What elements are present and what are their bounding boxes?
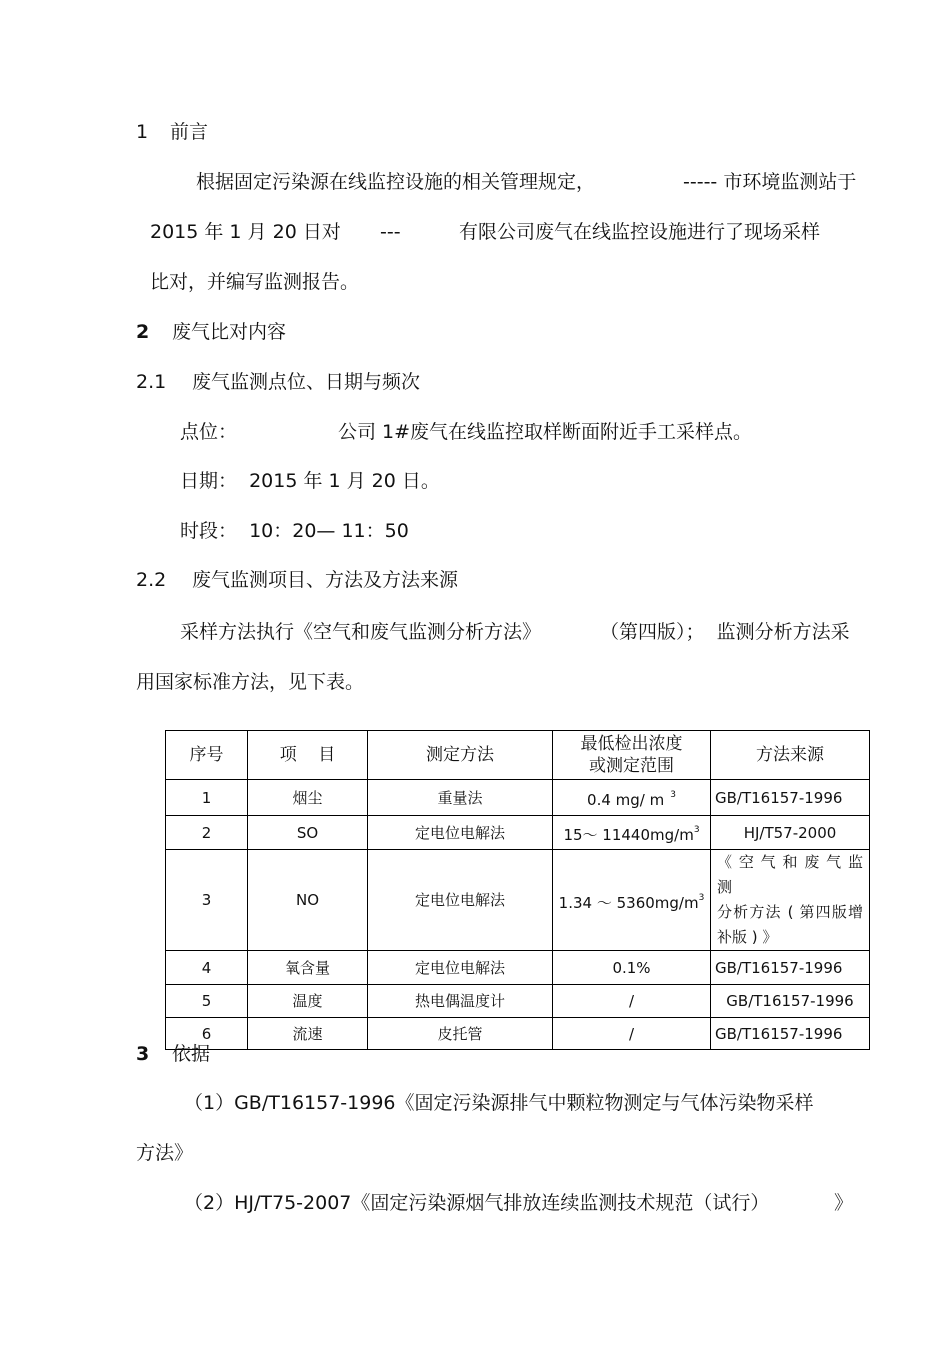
- cell-no: 2: [166, 816, 248, 850]
- cell-limit-sup: 3: [670, 790, 676, 800]
- cell-no: 6: [166, 1018, 248, 1050]
- intro-line-3: 比对，并编写监测报告。: [150, 271, 360, 293]
- cell-no: 5: [166, 985, 248, 1018]
- section-2-2-number: 2.2: [136, 569, 167, 591]
- table-row: [166, 816, 870, 850]
- intro-line-2b: ---: [380, 221, 401, 243]
- cell-item: 氧含量: [248, 951, 368, 985]
- cell-no: 4: [166, 951, 248, 985]
- basis-item-1b: 方法》: [136, 1142, 194, 1164]
- intro-line-2c: 有限公司废气在线监控设施进行了现场采样: [459, 221, 821, 243]
- cell-method: 热电偶温度计: [368, 985, 553, 1018]
- cell-limit: [553, 780, 711, 816]
- cell-method: 定电位电解法: [368, 816, 553, 850]
- site-value: 公司 1#废气在线监控取样断面附近手工采样点。: [338, 421, 753, 443]
- cell-limit: [553, 850, 711, 951]
- cell-limit-value: 1.34 ～ 5360mg/m: [558, 893, 699, 912]
- header-limit-line-2: 或测定范围: [589, 756, 674, 776]
- section-1-number: 1: [136, 121, 149, 143]
- table-row: [166, 780, 870, 816]
- basis-item-2b: 》: [834, 1192, 854, 1214]
- cell-source-line-2: 分析方法 ( 第四版增: [717, 903, 863, 921]
- cell-limit-sup: 3: [693, 825, 700, 835]
- cell-limit-sup: 3: [698, 892, 705, 903]
- cell-limit-value: 15～ 11440mg/m: [563, 826, 694, 844]
- cell-source: GB/T16157-1996: [711, 780, 870, 816]
- cell-item: 温度: [248, 985, 368, 1018]
- site-label: 点位：: [180, 421, 238, 443]
- table-row: [166, 1018, 870, 1050]
- cell-source: [711, 850, 870, 951]
- cell-item: SO: [248, 816, 368, 850]
- table-header-row: [166, 731, 870, 780]
- table-row: [166, 951, 870, 985]
- table-row: [166, 850, 870, 951]
- cell-limit-value: 0.4 mg/ m: [587, 791, 665, 809]
- section-2-title: 废气比对内容: [172, 321, 287, 343]
- cell-method: 重量法: [368, 780, 553, 816]
- cell-source: GB/T16157-1996: [711, 985, 870, 1018]
- cell-source: GB/T16157-1996: [711, 951, 870, 985]
- date-line: 日期： 2015 年 1 月 20 日。: [180, 470, 440, 492]
- cell-limit: [553, 816, 711, 850]
- section-1-title: 前言: [170, 121, 209, 143]
- section-3-title: 依据: [172, 1043, 211, 1065]
- cell-method: 定电位电解法: [368, 850, 553, 951]
- cell-source-line-3: 补版 ) 》: [717, 928, 778, 946]
- cell-method: 定电位电解法: [368, 951, 553, 985]
- header-limit: [553, 731, 711, 780]
- period-line: 时段： 10：20— 11：50: [180, 520, 409, 542]
- table-row: [166, 985, 870, 1018]
- intro-line-1b: ----- 市环境监测站于: [683, 171, 857, 193]
- cell-source: HJ/T57-2000: [711, 816, 870, 850]
- cell-item: 流速: [248, 1018, 368, 1050]
- header-no: 序号: [166, 731, 248, 780]
- header-limit-line-1: 最低检出浓度: [580, 734, 683, 754]
- cell-limit: /: [553, 1018, 711, 1050]
- method-line-1b: （第四版）； 监测分析方法采: [600, 621, 850, 643]
- section-2-1-number: 2.1: [136, 371, 167, 393]
- monitoring-methods-table: [165, 730, 870, 1050]
- header-source: 方法来源: [711, 731, 870, 780]
- method-line-1a: 采样方法执行《空气和废气监测分析方法》: [180, 621, 542, 643]
- cell-no: 1: [166, 780, 248, 816]
- cell-method: 皮托管: [368, 1018, 553, 1050]
- section-2-2-title: 废气监测项目、方法及方法来源: [192, 569, 459, 591]
- section-2-1-title: 废气监测点位、日期与频次: [192, 371, 421, 393]
- cell-no: 3: [166, 850, 248, 951]
- cell-source: GB/T16157-1996: [711, 1018, 870, 1050]
- cell-limit: 0.1%: [553, 951, 711, 985]
- header-item: 项 目: [248, 731, 368, 780]
- section-2-number: 2: [136, 321, 150, 343]
- header-method: 测定方法: [368, 731, 553, 780]
- cell-item: NO: [248, 850, 368, 951]
- cell-limit: /: [553, 985, 711, 1018]
- section-3-number: 3: [136, 1043, 150, 1065]
- intro-line-2a: 2015 年 1 月 20 日对: [150, 221, 341, 243]
- cell-source-line-1: 《 空 气 和 废 气 监 测: [717, 853, 863, 896]
- basis-item-2a: （2）HJ/T75-2007《固定污染源烟气排放连续监测技术规范（试行）: [184, 1192, 770, 1214]
- method-line-2: 用国家标准方法，见下表。: [136, 671, 365, 693]
- basis-item-1a: （1）GB/T16157-1996《固定污染源排气中颗粒物测定与气体污染物采样: [184, 1092, 814, 1114]
- intro-line-1a: 根据固定污染源在线监控设施的相关管理规定，: [196, 171, 596, 193]
- cell-item: 烟尘: [248, 780, 368, 816]
